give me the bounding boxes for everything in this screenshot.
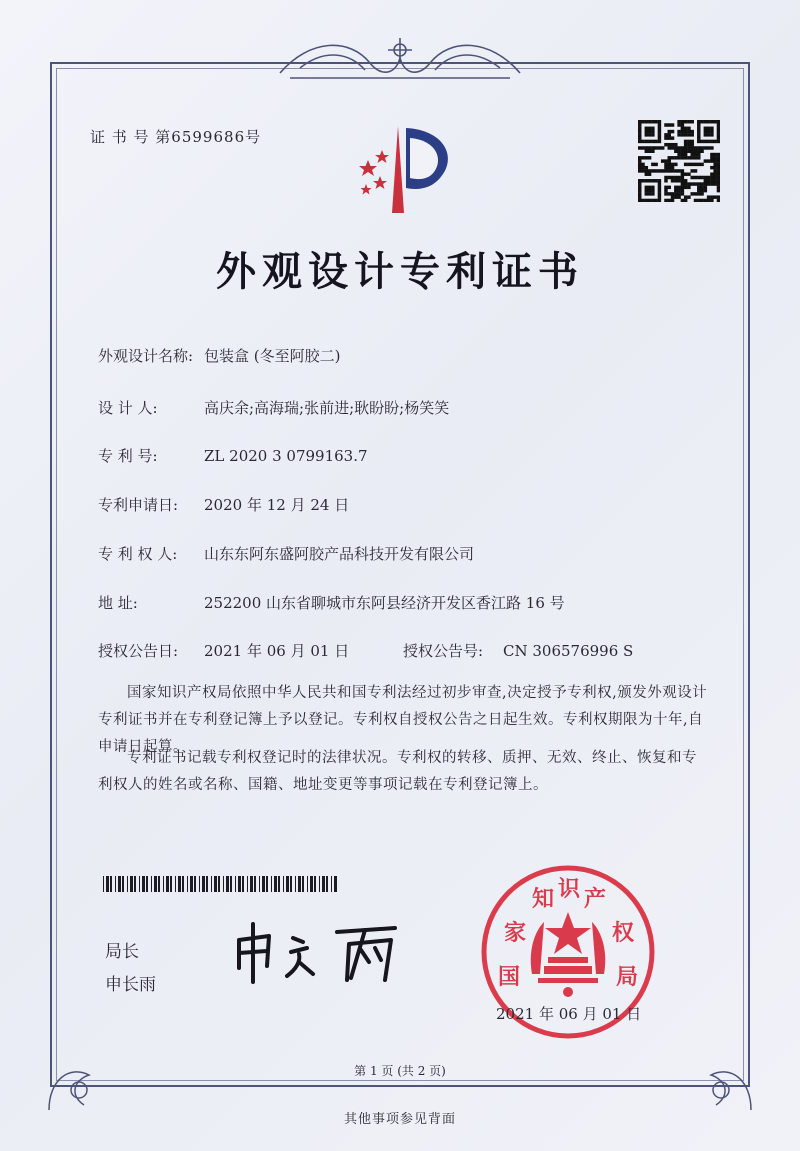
field-value: 高庆余;高海瑞;张前进;耿盼盼;杨笑笑 <box>204 399 450 417</box>
field-label: 地 址: <box>98 594 138 612</box>
field-value: 包装盒 (冬至阿胶二) <box>204 347 341 365</box>
field-patentee <box>98 543 474 564</box>
certificate-title: 外观设计专利证书 <box>216 248 584 295</box>
field-value: 2020 年 12 月 24 日 <box>204 496 350 514</box>
field-value: 252200 山东省聊城市东阿县经济开发区香江路 16 号 <box>204 594 565 612</box>
field-design-name <box>98 345 340 366</box>
field-designers <box>98 397 449 418</box>
field-value: CN 306576996 S <box>503 642 634 660</box>
barcode <box>103 876 338 892</box>
field-patent-number <box>98 445 368 466</box>
field-label: 专利申请日: <box>98 496 179 514</box>
svg-text:权: 权 <box>612 920 635 946</box>
field-label: 专 利 号: <box>98 447 158 465</box>
field-value: ZL 2020 3 0799163.7 <box>204 447 368 465</box>
corner-ornament-bottom-left <box>44 1045 114 1115</box>
svg-text:局: 局 <box>616 964 639 990</box>
paragraph-legal-status: 专利证书记载专利权登记时的法律状况。专利权的转移、质押、无效、终止、恢复和专利权人的姓名或名称、国籍、地址变更等事项记载在专利登记簿上。 <box>98 750 697 793</box>
field-value: 2021 年 06 月 01 日 <box>204 642 350 660</box>
field-label: 外观设计名称: <box>98 347 194 365</box>
svg-text:知: 知 <box>532 886 555 912</box>
paragraph-grant-notice: 国家知识产权局依照中华人民共和国专利法经过初步审查,决定授予专利权,颁发外观设计专利证书并在专利登记簿上予以登记。专利权自授权公告之日起生效。专利权期限为十年,自申请日起算。 <box>98 685 708 755</box>
field-label: 授权公告日: <box>98 642 179 660</box>
corner-ornament-bottom-right <box>686 1045 756 1115</box>
field-announcement-number <box>403 640 633 661</box>
director-name: 申长雨 <box>105 975 156 995</box>
seal-date: 2021 年 06 月 01 日 <box>496 1005 642 1023</box>
field-address <box>98 592 565 613</box>
field-label: 设 计 人: <box>98 399 158 417</box>
page-number: 第 1 页 (共 2 页) <box>354 1064 446 1078</box>
footer-note: 其他事项参见背面 <box>343 1112 456 1127</box>
svg-text:产: 产 <box>584 886 607 912</box>
field-label: 授权公告号: <box>403 642 484 660</box>
field-application-date <box>98 494 349 515</box>
svg-text:识: 识 <box>558 876 581 902</box>
field-value: 山东东阿东盛阿胶产品科技开发有限公司 <box>204 545 475 563</box>
director-title: 局长 <box>105 942 139 962</box>
top-ornament <box>270 28 530 88</box>
svg-text:国: 国 <box>498 964 521 990</box>
qr-code <box>638 120 720 202</box>
field-grant-date <box>98 640 349 661</box>
cnipa-logo <box>340 118 465 223</box>
field-label: 专 利 权 人: <box>98 545 178 563</box>
certificate-number: 证 书 号 第6599686号 <box>90 128 262 146</box>
director-signature <box>225 918 410 986</box>
svg-text:家: 家 <box>504 920 527 946</box>
